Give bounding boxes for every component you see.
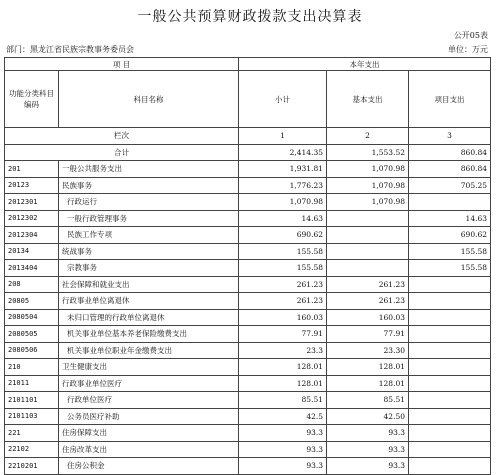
row-subtotal: 128.01 (239, 375, 327, 392)
table-row (5, 276, 491, 293)
row-basic: 93.3 (327, 458, 409, 475)
row-project (409, 458, 491, 475)
row-basic (327, 260, 409, 277)
unit-label: 单位：万元 (448, 45, 488, 54)
row-project (409, 375, 491, 392)
row-code: 2080505 (5, 326, 59, 343)
row-subject-name: 卫生健康支出 (59, 359, 239, 376)
table-row (5, 326, 491, 343)
row-code: 2012301 (5, 194, 59, 211)
row-subject-name: 行政事业单位离退休 (59, 293, 239, 310)
row-basic (327, 227, 409, 244)
total-subtotal: 2,414.35 (239, 144, 327, 161)
table-row (5, 425, 491, 442)
header-subject-name: 科目名称 (59, 71, 239, 128)
header-row-2 (5, 71, 491, 128)
table-row (5, 458, 491, 475)
row-subject-name: 宗教事务 (59, 260, 239, 277)
table-row (5, 408, 491, 425)
header-func-code: 功能分类科目编码 (5, 71, 59, 128)
row-basic (327, 210, 409, 227)
row-subtotal: 14.63 (239, 210, 327, 227)
row-project (409, 408, 491, 425)
row-subject-name: 民族工作专项 (59, 227, 239, 244)
row-basic (327, 243, 409, 260)
row-project: 860.84 (409, 161, 491, 178)
row-project (409, 425, 491, 442)
row-code: 20805 (5, 293, 59, 310)
row-code: 2080504 (5, 309, 59, 326)
row-subtotal: 690.62 (239, 227, 327, 244)
row-basic: 23.30 (327, 342, 409, 359)
row-subtotal: 155.58 (239, 243, 327, 260)
table-row (5, 293, 491, 310)
column-index-3: 3 (409, 128, 491, 145)
table-row (5, 227, 491, 244)
row-subtotal: 261.23 (239, 276, 327, 293)
row-basic: 1,070.98 (327, 161, 409, 178)
row-project (409, 359, 491, 376)
row-subtotal: 23.3 (239, 342, 327, 359)
row-subject-name: 机关事业单位基本养老保险缴费支出 (59, 326, 239, 343)
table-row (5, 260, 491, 277)
row-basic: 1,070.98 (327, 177, 409, 194)
total-label: 合计 (5, 144, 239, 161)
row-subject-name: 一般公共服务支出 (59, 161, 239, 178)
row-subtotal: 1,070.98 (239, 194, 327, 211)
row-subject-name: 住房改革支出 (59, 441, 239, 458)
row-subject-name: 行政事业单位医疗 (59, 375, 239, 392)
row-subject-name: 住房公积金 (59, 458, 239, 475)
row-project (409, 441, 491, 458)
column-index-2: 2 (327, 128, 409, 145)
row-project (409, 293, 491, 310)
row-subtotal: 42.5 (239, 408, 327, 425)
total-row (5, 144, 491, 161)
row-project (409, 194, 491, 211)
row-project (409, 276, 491, 293)
row-project (409, 309, 491, 326)
row-basic: 77.91 (327, 326, 409, 343)
row-basic: 128.01 (327, 359, 409, 376)
table-row (5, 210, 491, 227)
row-project (409, 342, 491, 359)
row-code: 221 (5, 425, 59, 442)
row-code: 2012304 (5, 227, 59, 244)
table-row (5, 161, 491, 178)
row-project (409, 326, 491, 343)
header-project: 项 目 (5, 58, 239, 71)
row-basic: 93.3 (327, 425, 409, 442)
row-project: 14.63 (409, 210, 491, 227)
row-code: 210 (5, 359, 59, 376)
row-subtotal: 160.03 (239, 309, 327, 326)
row-subject-name: 行政运行 (59, 194, 239, 211)
row-basic: 93.3 (327, 441, 409, 458)
table-row (5, 309, 491, 326)
header-project-exp: 项目支出 (409, 71, 491, 128)
row-subject-name: 行政单位医疗 (59, 392, 239, 409)
row-basic: 1,070.98 (327, 194, 409, 211)
row-subject-name: 机关事业单位职业年金缴费支出 (59, 342, 239, 359)
column-index-1: 1 (239, 128, 327, 145)
row-basic: 42.50 (327, 408, 409, 425)
row-basic: 128.01 (327, 375, 409, 392)
table-row (5, 359, 491, 376)
report-title: 一般公共预算财政拨款支出决算表 (137, 9, 363, 25)
row-subject-name: 社会保障和就业支出 (59, 276, 239, 293)
row-subtotal: 1,776.23 (239, 177, 327, 194)
row-subtotal: 77.91 (239, 326, 327, 343)
row-code: 2101103 (5, 408, 59, 425)
row-subtotal: 93.3 (239, 441, 327, 458)
row-subject-name: 住房保障支出 (59, 425, 239, 442)
table-row (5, 342, 491, 359)
row-subtotal: 93.3 (239, 425, 327, 442)
row-basic: 85.51 (327, 392, 409, 409)
row-project: 155.58 (409, 243, 491, 260)
row-code: 20134 (5, 243, 59, 260)
row-code: 2080506 (5, 342, 59, 359)
row-code: 201 (5, 161, 59, 178)
row-code: 2210201 (5, 458, 59, 475)
row-subtotal: 85.51 (239, 392, 327, 409)
row-subject-name: 统战事务 (59, 243, 239, 260)
row-subtotal: 128.01 (239, 359, 327, 376)
row-basic: 160.03 (327, 309, 409, 326)
row-code: 2101101 (5, 392, 59, 409)
total-project: 860.84 (409, 144, 491, 161)
header-basic: 基本支出 (327, 71, 409, 128)
row-subtotal: 261.23 (239, 293, 327, 310)
row-basic: 261.23 (327, 276, 409, 293)
expenditure-table (4, 57, 491, 475)
table-row (5, 194, 491, 211)
row-code: 21011 (5, 375, 59, 392)
header-row-1 (5, 58, 491, 71)
row-code: 2012302 (5, 210, 59, 227)
department-label: 部门：黑龙江省民族宗教事务委员会 (6, 45, 134, 54)
table-row (5, 177, 491, 194)
row-code: 22102 (5, 441, 59, 458)
row-subject-name: 未归口管理的行政单位离退休 (59, 309, 239, 326)
table-row (5, 243, 491, 260)
header-subtotal: 小计 (239, 71, 327, 128)
row-subject-name: 民族事务 (59, 177, 239, 194)
row-project: 155.58 (409, 260, 491, 277)
row-subtotal: 1,931.81 (239, 161, 327, 178)
row-code: 2013404 (5, 260, 59, 277)
row-basic: 261.23 (327, 293, 409, 310)
row-subtotal: 155.58 (239, 260, 327, 277)
column-index-row (5, 128, 491, 145)
row-project (409, 392, 491, 409)
column-index-label: 栏次 (5, 128, 239, 145)
row-subtotal: 93.3 (239, 458, 327, 475)
form-number: 公开05表 (453, 31, 488, 40)
table-row (5, 375, 491, 392)
row-code: 208 (5, 276, 59, 293)
row-subject-name: 公务员医疗补助 (59, 408, 239, 425)
row-code: 20123 (5, 177, 59, 194)
total-basic: 1,553.52 (327, 144, 409, 161)
header-year-expense: 本年支出 (239, 58, 491, 71)
row-project: 690.62 (409, 227, 491, 244)
table-row (5, 441, 491, 458)
row-subject-name: 一般行政管理事务 (59, 210, 239, 227)
table-row (5, 392, 491, 409)
row-project: 705.25 (409, 177, 491, 194)
